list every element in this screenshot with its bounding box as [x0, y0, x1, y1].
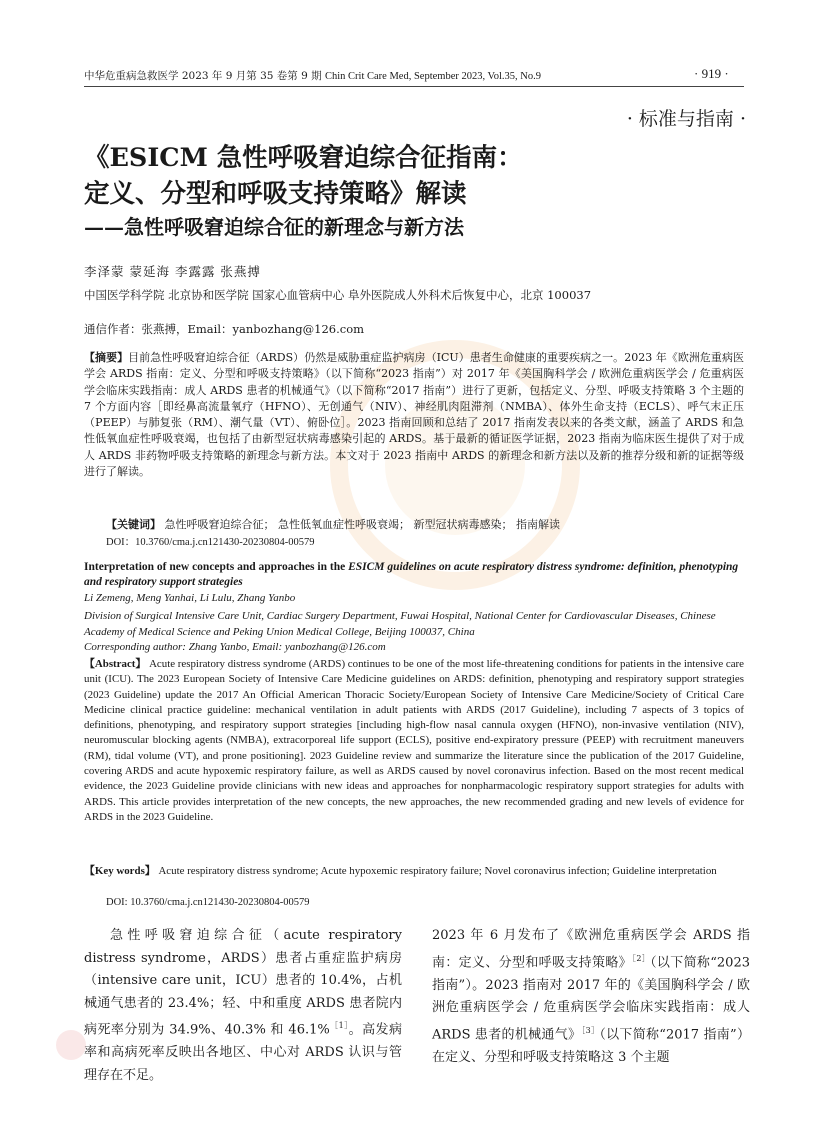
body-left-text-2: 。高发病率和高病死率反映出各地区、中心对 ARDS 认识与管理存在不足。	[84, 1022, 402, 1083]
doi-cn: DOI：10.3760/cma.j.cn121430-20230804-00579	[106, 537, 315, 548]
english-title	[84, 560, 744, 590]
english-abstract	[84, 657, 744, 825]
journal-en: Chin Crit Care Med, September 2023, Vol.35, No.9	[325, 71, 542, 82]
page-number: · 919 ·	[694, 66, 729, 81]
title-line-2: 定义、分型和呼吸支持策略》解读	[84, 179, 467, 209]
keywords-cn	[106, 516, 560, 532]
body-right-text-1: 2023 年 6 月发布了《欧洲危重病医学会 ARDS 指南：定义、分型和呼吸支持策略》	[432, 928, 750, 970]
english-doi: DOI: 10.3760/cma.j.cn121430-20230804-00579	[106, 897, 310, 908]
title-line-1: 《ESICM 急性呼吸窘迫综合征指南：	[84, 143, 523, 173]
article-subtitle: ——急性呼吸窘迫综合征的新理念与新方法	[84, 215, 464, 239]
body-column-left	[84, 925, 402, 1087]
article-title	[84, 140, 744, 212]
english-corresponding: Corresponding author: Zhang Yanbo, Email: yanbozhang@126.com	[84, 641, 386, 653]
body-right-text-2: （以下简称“2023 指南”）。2023 指南对 2017 年的《美国胸科学会 / 欧洲危重病医学会 / 危重病医学会临床实践指南：成人 ARDS 患者的机械通气》	[432, 954, 750, 1043]
header-rule	[84, 86, 744, 87]
abstract-cn	[84, 350, 744, 480]
english-keywords-text: Acute respiratory distress syndrome; Acute hypoxemic respiratory failure; Novel coronavirus infection; Guideline interpretation	[158, 865, 717, 877]
corresponding-cn: 通信作者：张燕搏，Email：yanbozhang@126.com	[84, 322, 365, 336]
english-title-italic: ESICM guidelines on acute respiratory distress syndrome: definition, phenotyping and respiratory support strategies	[84, 561, 739, 588]
section-label: · 标准与指南 ·	[626, 108, 746, 130]
english-keywords	[84, 864, 744, 879]
footer-logo-watermark	[56, 1030, 86, 1060]
body-column-right	[432, 925, 750, 1069]
keywords-cn-text: 急性呼吸窘迫综合征； 急性低氧血症性呼吸衰竭； 新型冠状病毒感染； 指南解读	[164, 518, 560, 531]
body-left-text: 急性呼吸窘迫综合征（acute respiratory distress syndrome，ARDS）患者占重症监护病房（intensive care unit，ICU）患者的 10.4%，占机械通气患者的 23.4%；轻、中和重度 ARDS 患者院内病死率分别为 34.9%、40.3% 和 46.1%	[84, 928, 402, 1038]
citation-3[interactable]: ［3］	[581, 1025, 600, 1035]
abstract-cn-text: 目前急性呼吸窘迫综合征（ARDS）仍然是威胁重症监护病房（ICU）患者生命健康的重要疾病之一。2023 年《欧洲危重病医学会 ARDS 指南：定义、分型和呼吸支持策略》（以下简称“2023 指南”）对 2017 年《美国胸科学会 / 欧洲危重病医学会 / 危重病医学会临床实践指南：成人 ARDS 患者的机械通气》（以下简称“2017 指南”）进行了更新，包括定义、分型、呼吸支持策略 3 个主题的 7 个方面内容［即经鼻高流量氧疗（HFNO）、无创通气（NIV）、神经肌肉阻滞剂（NMBA）、体外生命支持（ECLS）、呼气末正压（PEEP）与肺复张（RM）、潮气量（VT）、俯卧位］。2023 指南回顾和总结了 2017 指南发表以来的各类文献，涵盖了 ARDS 和急性低氧血症性呼吸衰竭，也包括了由新型冠状病毒感染引起的 ARDS。基于最新的循证医学证据，2023 指南为临床医生提供了对于成人 ARDS 非药物呼吸支持策略的新理念与新方法。本文对于 2023 指南中 ARDS 的新理念和新方法以及新的推荐分级和新的证据等级进行了解读。	[84, 351, 744, 479]
english-affiliation: Division of Surgical Intensive Care Unit, Cardiac Surgery Department, Fuwai Hospital, National Center for Cardiovascular Diseases, Chinese Academy of Medical Science and Peking Union Medical College, Beijing 100037, China	[84, 610, 716, 638]
english-abstract-text: Acute respiratory distress syndrome (ARDS) continues to be one of the most life-threatening conditions for patients in the intensive care unit (ICU). The 2023 European Society of Intensive Care Medicine guidelines on ARDS: definition, phenotyping and respiratory support strategies (2023 Guideline) update the 2017 An Official American Thoracic Society/European Society of Intensive Care Medicine/Society of Critical Care Medicine clinical practice guideline: mechanical ventilation in adult patients with ARDS (2017 Guideline), including 7 aspects of 3 topics of definitions, phenotyping, and respiratory support strategies [including high-flow nasal cannula oxygen (HFNO), non-invasive ventilation (NIV), neuromuscular blocking agents (NMBA), extracorporeal life support (ECLS), positive end-expiratory pressure (PEEP) with recruitment maneuvers (RM), tidal volume (VT), and prone positioning]. 2023 Guideline review and summarize the literature since the publication of the 2017 Guideline, covering ARDS and acute hypoxemic respiratory failure, as well as ARDS caused by novel coronavirus infection. Based on the most recent medical evidence, the 2023 Guideline provide clinicians with new ideas and approaches for nonpharmacologic respiratory support strategies for adults with ARDS. This article provides interpretation of the new concepts, the new approaches, the new recommended grading and new levels of evidence for ARDS in the 2023 Guideline.	[84, 658, 745, 823]
abstract-cn-label: 【摘要】	[84, 351, 129, 364]
english-abstract-label: 【Abstract】	[84, 658, 147, 670]
english-keywords-label: 【Key words】	[84, 865, 156, 877]
affiliation-cn: 中国医学科学院 北京协和医学院 国家心血管病中心 阜外医院成人外科术后恢复中心，北京 100037	[84, 288, 592, 302]
keywords-cn-label: 【关键词】	[106, 518, 161, 531]
body-paragraph-left	[84, 925, 402, 1087]
english-authors: Li Zemeng, Meng Yanhai, Li Lulu, Zhang Yanbo	[84, 592, 296, 604]
journal-cn: 中华危重病急救医学 2023 年 9 月第 35 卷第 9 期	[84, 70, 322, 82]
authors-cn: 李泽蒙 蒙延海 李露露 张燕搏	[84, 264, 261, 279]
citation-1[interactable]: ［1］	[329, 1021, 349, 1031]
body-right-text-3: （以下简称“2017 指南”）在定义、分型和呼吸支持策略这 3 个主题	[432, 1027, 750, 1065]
running-header	[84, 68, 541, 83]
citation-2[interactable]: ［2］	[632, 953, 651, 963]
english-title-prefix: Interpretation of new concepts and approaches in the	[84, 561, 349, 573]
